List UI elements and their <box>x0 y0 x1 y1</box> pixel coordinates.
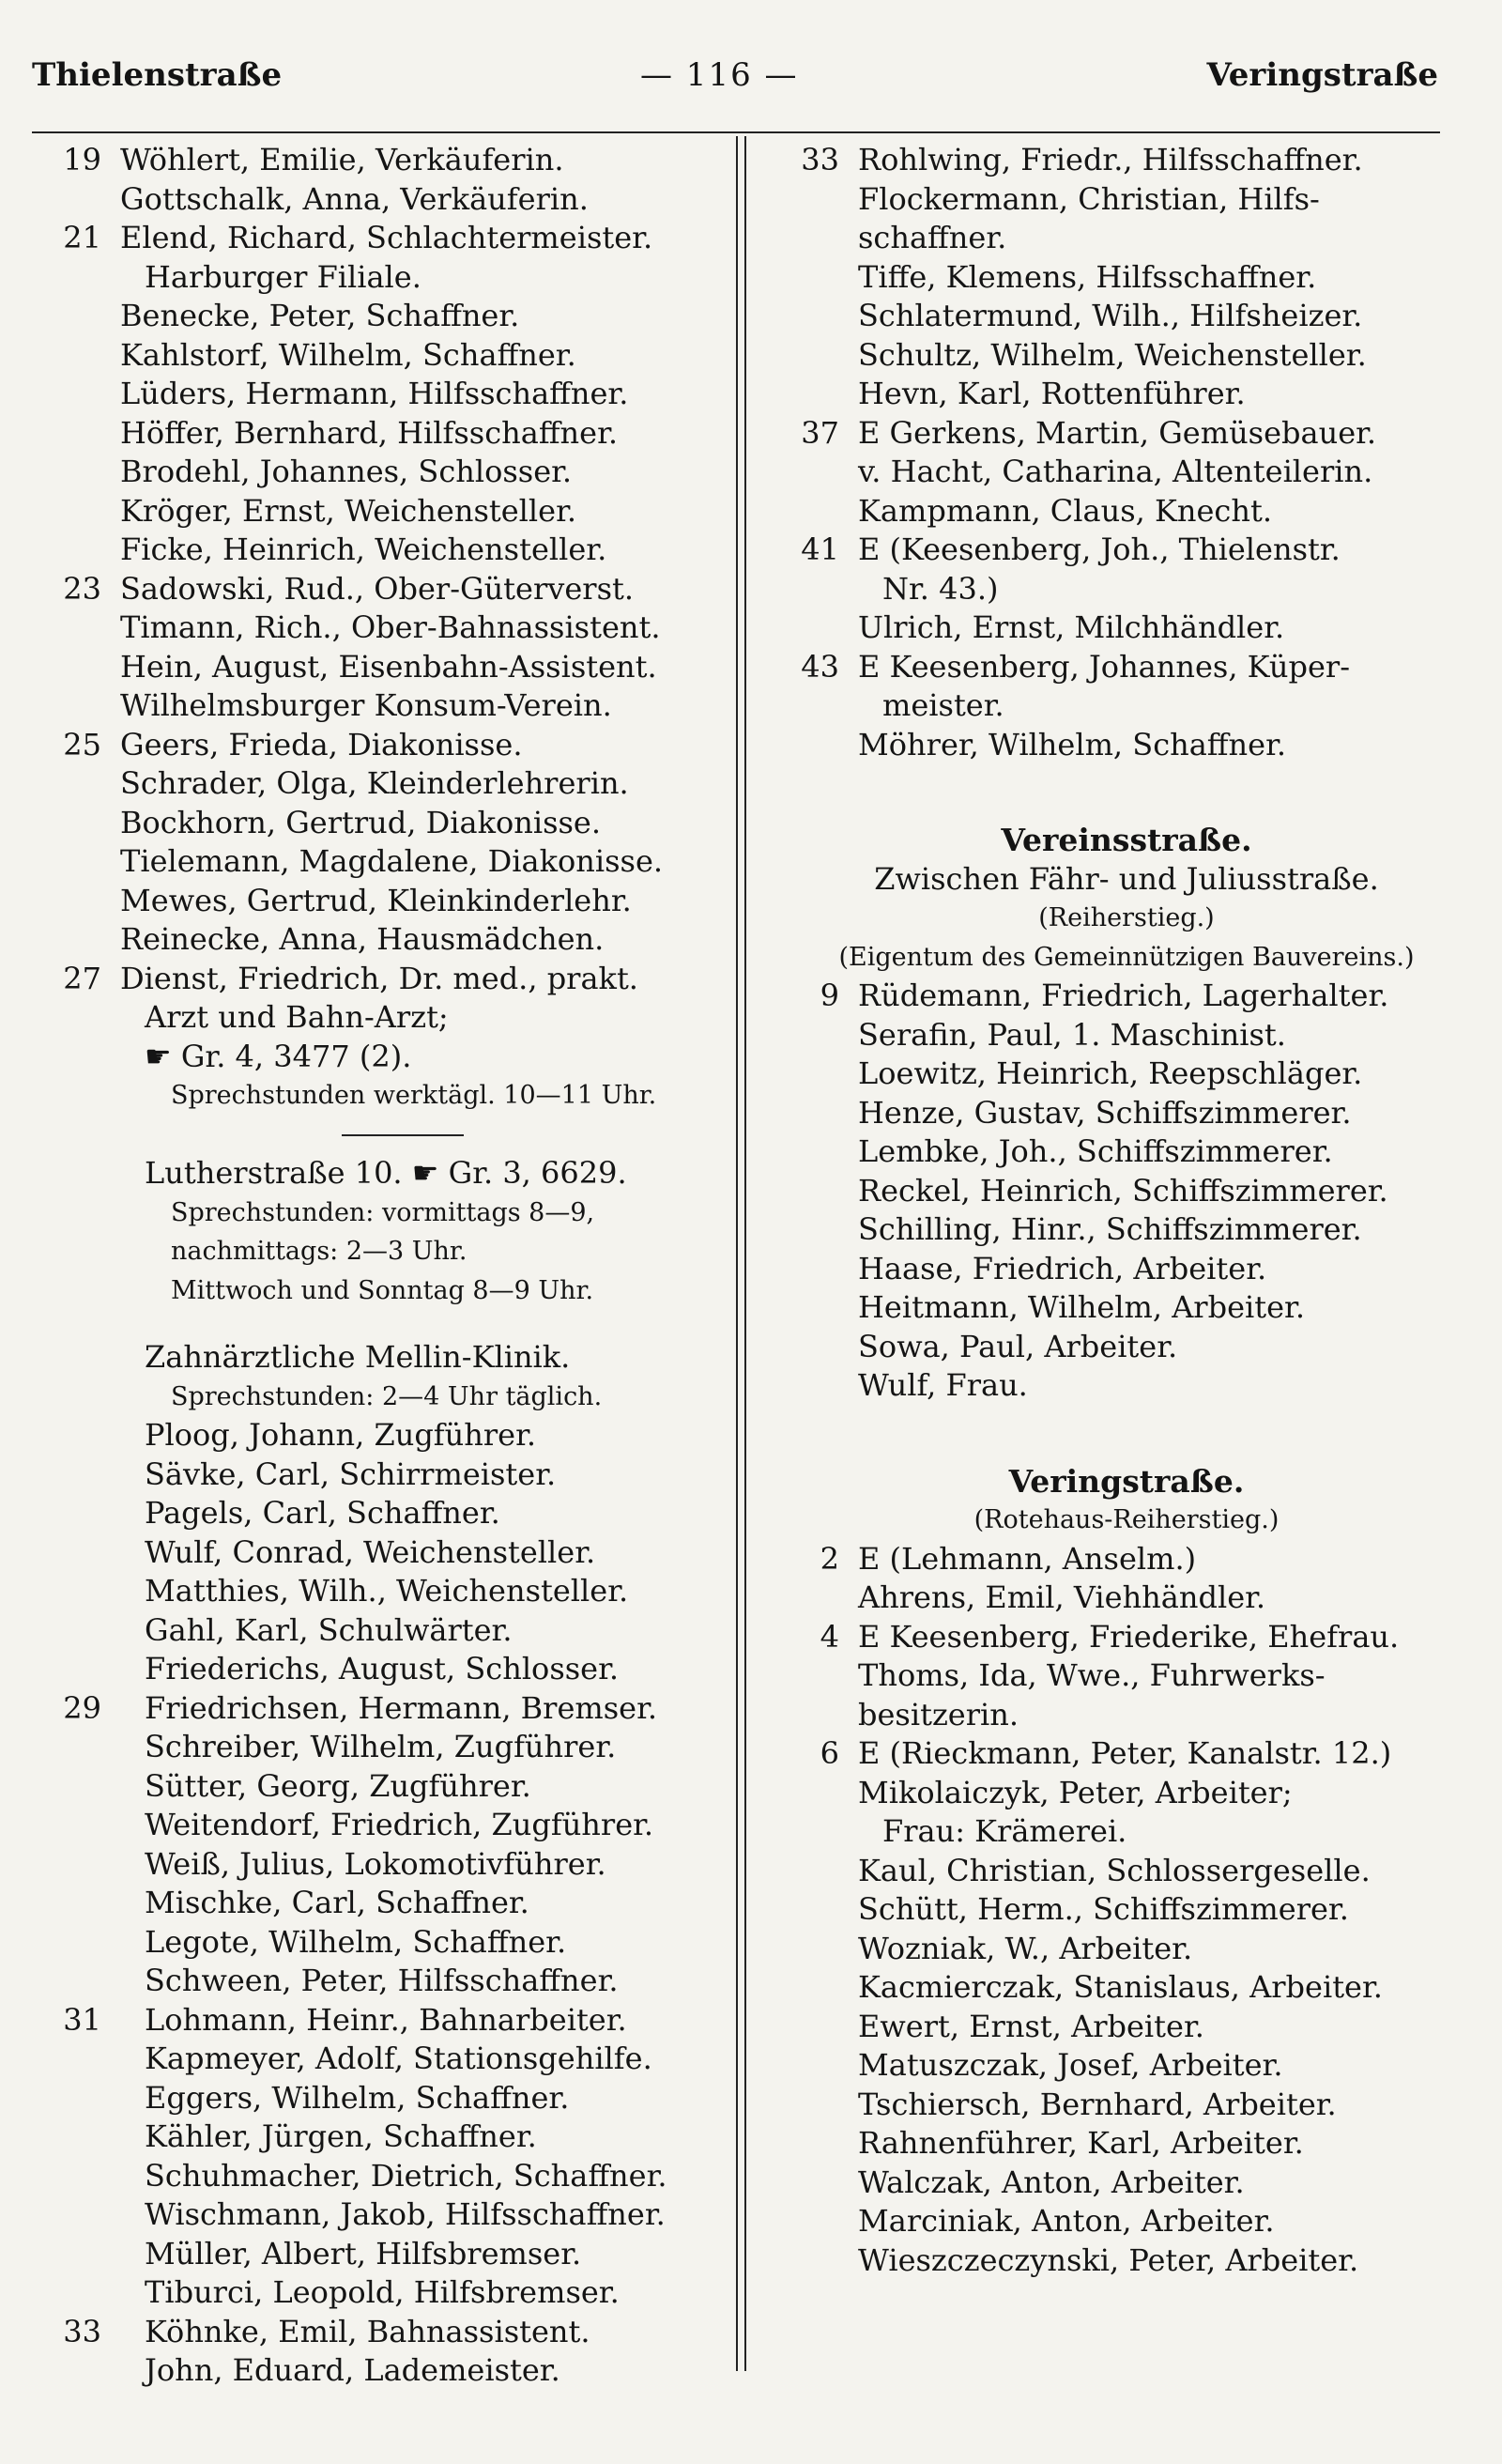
street-heading: Veringstraße. <box>1008 1462 1245 1500</box>
entry-text: Köhnke, Emil, Bahnassistent. <box>145 2313 590 2349</box>
directory-line <box>32 492 727 531</box>
directory-line <box>32 1533 727 1573</box>
house-number: 23 <box>63 570 101 607</box>
entry-text: Ewert, Ernst, Arbeiter. <box>858 2008 1204 2044</box>
entry-text: Kapmeyer, Adolf, Stationsgehilfe. <box>145 2040 652 2076</box>
entry-text: Ficke, Heinrich, Weichensteller. <box>120 531 607 567</box>
directory-line <box>770 793 1483 821</box>
entry-text: Lembke, Joh., Schiffszimmerer. <box>858 1133 1333 1169</box>
directory-line <box>770 977 1483 1016</box>
directory-line <box>32 336 727 376</box>
entry-text: Wöhlert, Emilie, Verkäuferin. <box>120 142 564 177</box>
entry-text: E Keesenberg, Johannes, Küper- <box>858 648 1351 685</box>
directory-line <box>32 375 727 414</box>
directory-line <box>32 219 727 258</box>
directory-line <box>770 1578 1483 1618</box>
directory-line <box>32 960 727 999</box>
directory-line <box>770 1462 1483 1502</box>
directory-line <box>770 2164 1483 2203</box>
entry-text: ☛ Gr. 4, 3477 (2). <box>145 1038 412 1074</box>
directory-line <box>32 453 727 492</box>
entry-text: Gahl, Karl, Schulwärter. <box>145 1611 513 1648</box>
entry-text: Mewes, Gertrud, Kleinkinderlehr. <box>120 882 632 918</box>
entry-text: Marciniak, Anton, Arbeiter. <box>858 2203 1275 2239</box>
directory-line <box>32 2079 727 2118</box>
entry-text: Friederichs, August, Schlosser. <box>145 1651 620 1686</box>
header-street-start: Thielenstraße <box>32 56 283 94</box>
directory-line <box>32 180 727 220</box>
entry-text: Hein, August, Eisenbahn-Assistent. <box>120 648 657 685</box>
directory-line <box>770 1250 1483 1289</box>
directory-line <box>770 1132 1483 1172</box>
entry-text: Gottschalk, Anna, Verkäuferin. <box>120 180 589 217</box>
entry-text: Tschiersch, Bernhard, Arbeiter. <box>858 2086 1337 2122</box>
entry-text: Pagels, Carl, Schaffner. <box>145 1495 500 1531</box>
right-column <box>770 141 1483 2280</box>
entry-text: Harburger Filiale. <box>145 258 421 295</box>
directory-line <box>32 1310 727 1338</box>
entry-text: Ulrich, Ernst, Milchhändler. <box>858 609 1285 645</box>
entry-text: Tiffe, Klemens, Hilfsschaffner. <box>858 258 1317 295</box>
entry-text: Weiß, Julius, Lokomotivführer. <box>145 1845 606 1882</box>
directory-line <box>32 297 727 336</box>
directory-line <box>32 1038 727 1077</box>
directory-line <box>32 1884 727 1923</box>
directory-line <box>32 1611 727 1651</box>
directory-line <box>770 414 1483 454</box>
directory-line <box>32 804 727 843</box>
entry-text: Zwischen Fähr- und Juliusstraße. <box>874 860 1379 897</box>
entry-text: Hevn, Karl, Rottenführer. <box>858 376 1246 411</box>
house-number: 25 <box>63 726 101 762</box>
directory-line <box>770 1968 1483 2008</box>
house-number: 31 <box>63 2001 101 2038</box>
directory-line <box>32 998 727 1038</box>
directory-line <box>32 1271 727 1311</box>
entry-text: Thoms, Ida, Wwe., Fuhrwerks- <box>858 1657 1326 1693</box>
entry-text: Sprechstunden: vormittags 8—9, <box>171 1197 595 1227</box>
directory-line <box>32 648 727 687</box>
entry-text: Schlatermund, Wilh., Hilfsheizer. <box>858 298 1363 333</box>
directory-line <box>32 608 727 648</box>
entry-text: Ahrens, Emil, Viehhändler. <box>858 1579 1266 1615</box>
entry-text: Loewitz, Heinrich, Reepschläger. <box>858 1055 1363 1091</box>
section-divider <box>342 1134 464 1136</box>
entry-text: Wozniak, W., Arbeiter. <box>858 1930 1193 1966</box>
entry-text: Mikolaiczyk, Peter, Arbeiter; <box>858 1774 1293 1810</box>
directory-line <box>770 2124 1483 2164</box>
entry-text: Elend, Richard, Schlachtermeister. <box>120 220 653 255</box>
directory-line <box>770 726 1483 765</box>
directory-line <box>32 726 727 765</box>
directory-line <box>770 258 1483 298</box>
directory-line <box>770 648 1483 687</box>
entry-text: E (Rieckmann, Peter, Kanalstr. 12.) <box>858 1735 1392 1771</box>
entry-text: Sütter, Georg, Zugführer. <box>145 1767 531 1804</box>
directory-line <box>32 1923 727 1963</box>
directory-line <box>32 1116 727 1155</box>
entry-text: Kähler, Jürgen, Schaffner. <box>145 2118 537 2154</box>
directory-line <box>770 180 1483 220</box>
entry-text: Schreiber, Wilhelm, Zugführer. <box>145 1729 617 1764</box>
entry-text: Benecke, Peter, Schaffner. <box>120 298 520 333</box>
directory-line <box>32 764 727 804</box>
entry-text: Schween, Peter, Hilfsschaffner. <box>145 1963 619 1998</box>
page-number: — 116 — <box>640 56 799 94</box>
directory-line <box>770 1016 1483 1055</box>
house-number: 37 <box>801 414 839 451</box>
directory-line <box>32 2313 727 2352</box>
entry-text: Wilhelmsburger Konsum-Verein. <box>120 687 612 723</box>
directory-line <box>770 141 1483 180</box>
directory-line <box>770 860 1483 900</box>
house-number: 33 <box>63 2313 101 2349</box>
directory-line <box>32 1338 727 1378</box>
directory-line <box>32 2001 727 2040</box>
directory-line <box>32 1767 727 1807</box>
entry-text: Wulf, Frau. <box>858 1367 1028 1403</box>
entry-text: Sadowski, Rud., Ober-Güterverst. <box>120 570 635 607</box>
directory-line <box>770 2046 1483 2086</box>
directory-line <box>770 453 1483 492</box>
directory-line <box>32 882 727 921</box>
directory-line <box>32 1650 727 1689</box>
left-column <box>32 141 727 2391</box>
entry-text: Schilling, Hinr., Schiffszimmerer. <box>858 1211 1362 1247</box>
column-separator <box>736 136 746 2371</box>
entry-text: Sprechstunden: 2—4 Uhr täglich. <box>171 1381 603 1411</box>
directory-line <box>32 570 727 609</box>
entry-text: Schultz, Wilhelm, Weichensteller. <box>858 336 1367 373</box>
entry-text: Heitmann, Wilhelm, Arbeiter. <box>858 1289 1305 1325</box>
page-header <box>0 56 1502 113</box>
entry-text: Schuhmacher, Dietrich, Schaffner. <box>145 2157 667 2194</box>
directory-line <box>32 1455 727 1495</box>
entry-text: Kacmierczak, Stanislaus, Arbeiter. <box>858 1969 1383 2005</box>
entry-text: Sowa, Paul, Arbeiter. <box>858 1328 1178 1364</box>
directory-line <box>32 1076 727 1116</box>
directory-line <box>770 2008 1483 2047</box>
directory-line <box>32 2235 727 2274</box>
directory-line <box>32 2351 727 2391</box>
entry-text: meister. <box>882 687 1004 723</box>
directory-line <box>770 1930 1483 1969</box>
entry-text: Tielemann, Magdalene, Diakonisse. <box>120 843 664 879</box>
entry-text: Mittwoch und Sonntag 8—9 Uhr. <box>171 1275 594 1305</box>
directory-line <box>770 2086 1483 2125</box>
entry-text: Matuszczak, Josef, Arbeiter. <box>858 2047 1283 2083</box>
entry-text: v. Hacht, Catharina, Altenteilerin. <box>858 454 1373 489</box>
directory-line <box>770 1540 1483 1579</box>
entry-text: Wieszczeczynski, Peter, Arbeiter. <box>858 2241 1359 2278</box>
entry-text: Lohmann, Heinr., Bahnarbeiter. <box>145 2001 627 2038</box>
entry-text: schaffner. <box>858 220 1007 255</box>
entry-text: Rohlwing, Friedr., Hilfsschaffner. <box>858 142 1363 177</box>
directory-line <box>770 2202 1483 2241</box>
entry-text: E Gerkens, Martin, Gemüsebauer. <box>858 414 1377 451</box>
entry-text: Ploog, Johann, Zugführer. <box>145 1417 537 1453</box>
directory-line <box>770 899 1483 938</box>
house-number: 33 <box>801 142 839 177</box>
entry-text: Geers, Frieda, Diakonisse. <box>120 726 523 762</box>
entry-text: E (Lehmann, Anselm.) <box>858 1540 1197 1577</box>
directory-line <box>32 1232 727 1271</box>
directory-line <box>770 1774 1483 1813</box>
house-number: 43 <box>801 648 839 685</box>
entry-text: Walczak, Anton, Arbeiter. <box>858 2164 1245 2200</box>
directory-line <box>770 297 1483 336</box>
directory-line <box>32 2273 727 2313</box>
house-number: 29 <box>63 1689 101 1726</box>
entry-text: Kampmann, Claus, Knecht. <box>858 492 1272 529</box>
entry-text: Timann, Rich., Ober-Bahnassistent. <box>120 609 661 645</box>
street-heading: Vereinsstraße. <box>1001 822 1252 858</box>
house-number: 41 <box>801 531 839 567</box>
directory-line <box>770 1094 1483 1133</box>
directory-line <box>770 1656 1483 1696</box>
house-number: 2 <box>820 1540 839 1577</box>
entry-text: Zahnärztliche Mellin-Klinik. <box>145 1339 571 1375</box>
directory-line <box>32 1154 727 1194</box>
house-number: 9 <box>820 978 839 1013</box>
entry-text: Möhrer, Wilhelm, Schaffner. <box>858 726 1287 762</box>
entry-text: Legote, Wilhelm, Schaffner. <box>145 1923 567 1960</box>
house-number: 4 <box>820 1618 839 1655</box>
directory-line <box>32 1194 727 1233</box>
directory-line <box>32 2118 727 2157</box>
directory-line <box>770 2241 1483 2281</box>
directory-line <box>770 1434 1483 1462</box>
directory-line <box>770 570 1483 609</box>
entry-text: John, Eduard, Lademeister. <box>145 2352 560 2388</box>
directory-line <box>770 1288 1483 1328</box>
directory-line <box>32 1572 727 1611</box>
entry-text: Lüders, Hermann, Hilfsschaffner. <box>120 376 629 411</box>
entry-text: Müller, Albert, Hilfsbremser. <box>145 2235 582 2272</box>
entry-text: Rüdemann, Friedrich, Lagerhalter. <box>858 978 1389 1013</box>
directory-line <box>32 1689 727 1729</box>
entry-text: Rahnenführer, Karl, Arbeiter. <box>858 2125 1304 2161</box>
entry-text: Nr. 43.) <box>882 570 999 607</box>
directory-line <box>770 1890 1483 1930</box>
entry-text: Serafin, Paul, 1. Maschinist. <box>858 1016 1286 1053</box>
directory-line <box>32 1494 727 1533</box>
directory-line <box>770 764 1483 793</box>
entry-text: Arzt und Bahn-Arzt; <box>145 999 449 1035</box>
entry-text: E Keesenberg, Friederike, Ehefrau. <box>858 1618 1400 1655</box>
directory-line <box>770 1812 1483 1852</box>
entry-text: Schrader, Olga, Kleinderlehrerin. <box>120 765 629 801</box>
entry-text: Kaul, Christian, Schlossergeselle. <box>858 1852 1371 1888</box>
directory-line <box>770 375 1483 414</box>
header-rule <box>32 131 1440 133</box>
directory-line <box>770 336 1483 376</box>
entry-text: Brodehl, Johannes, Schlosser. <box>120 454 573 489</box>
entry-text: Mischke, Carl, Schaffner. <box>145 1885 529 1920</box>
entry-text: Sprechstunden werktägl. 10—11 Uhr. <box>171 1081 657 1110</box>
directory-line <box>32 842 727 882</box>
directory-line <box>770 492 1483 531</box>
house-number: 27 <box>63 960 101 996</box>
house-number: 21 <box>63 220 101 255</box>
directory-line <box>770 1618 1483 1657</box>
entry-text: Frau: Krämerei. <box>882 1813 1127 1849</box>
entry-text: nachmittags: 2—3 Uhr. <box>171 1237 467 1266</box>
directory-line <box>32 1416 727 1455</box>
directory-line <box>32 920 727 960</box>
entry-text: Höffer, Bernhard, Hilfsschaffner. <box>120 414 619 451</box>
directory-line <box>770 1366 1483 1406</box>
entry-text: Reinecke, Anna, Hausmädchen. <box>120 921 605 957</box>
house-number: 19 <box>63 142 101 177</box>
directory-line <box>770 1501 1483 1540</box>
entry-text: besitzerin. <box>858 1696 1019 1732</box>
directory-line <box>770 1734 1483 1774</box>
directory-line <box>770 821 1483 860</box>
house-number: 6 <box>820 1735 839 1771</box>
directory-line <box>770 1328 1483 1367</box>
directory-line <box>32 1728 727 1767</box>
entry-text: Henze, Gustav, Schiffszimmerer. <box>858 1094 1352 1131</box>
entry-text: Dienst, Friedrich, Dr. med., prakt. <box>120 960 638 996</box>
entry-text: Eggers, Wilhelm, Schaffner. <box>145 2079 570 2116</box>
directory-line <box>770 1055 1483 1094</box>
entry-text: (Eigentum des Gemeinnützigen Bauvereins.) <box>838 942 1415 972</box>
directory-line <box>770 531 1483 570</box>
directory-line <box>32 1806 727 1845</box>
entry-text: Tiburci, Leopold, Hilfsbremser. <box>145 2274 620 2310</box>
entry-text: (Rotehaus-Reiherstieg.) <box>973 1505 1280 1534</box>
entry-text: (Reiherstieg.) <box>1038 903 1215 932</box>
directory-line <box>32 2195 727 2235</box>
directory-line <box>770 1172 1483 1211</box>
entry-text: Wulf, Conrad, Weichensteller. <box>145 1533 596 1570</box>
directory-line <box>770 1210 1483 1250</box>
directory-line <box>770 1852 1483 1891</box>
directory-line <box>32 2157 727 2196</box>
directory-line <box>32 686 727 726</box>
directory-line <box>32 1845 727 1885</box>
header-street-end: Veringstraße <box>1206 56 1438 94</box>
directory-line <box>770 1406 1483 1434</box>
directory-line <box>32 2040 727 2079</box>
directory-line <box>32 414 727 454</box>
directory-line <box>770 938 1483 978</box>
entry-text: Wischmann, Jakob, Hilfsschaffner. <box>145 2196 666 2232</box>
entry-text: Matthies, Wilh., Weichensteller. <box>145 1573 629 1609</box>
entry-text: Reckel, Heinrich, Schiffszimmerer. <box>858 1172 1388 1209</box>
directory-line <box>32 141 727 180</box>
directory-line <box>770 1696 1483 1735</box>
directory-line <box>32 531 727 570</box>
entry-text: Bockhorn, Gertrud, Diakonisse. <box>120 804 602 840</box>
directory-line <box>770 686 1483 726</box>
entry-text: Schütt, Herm., Schiffszimmerer. <box>858 1891 1349 1927</box>
directory-line <box>32 1378 727 1417</box>
directory-line <box>770 219 1483 258</box>
directory-line <box>770 608 1483 648</box>
entry-text: Kahlstorf, Wilhelm, Schaffner. <box>120 336 576 373</box>
entry-text: Sävke, Carl, Schirrmeister. <box>145 1455 557 1492</box>
entry-text: Haase, Friedrich, Arbeiter. <box>858 1250 1267 1286</box>
directory-line <box>32 258 727 298</box>
entry-text: E (Keesenberg, Joh., Thielenstr. <box>858 531 1341 567</box>
entry-text: Lutherstraße 10. ☛ Gr. 3, 6629. <box>145 1155 627 1191</box>
directory-line <box>32 1962 727 2001</box>
entry-text: Friedrichsen, Hermann, Bremser. <box>145 1689 658 1726</box>
entry-text: Weitendorf, Friedrich, Zugführer. <box>145 1807 654 1842</box>
entry-text: Flockermann, Christian, Hilfs- <box>858 180 1320 217</box>
entry-text: Kröger, Ernst, Weichensteller. <box>120 492 577 529</box>
